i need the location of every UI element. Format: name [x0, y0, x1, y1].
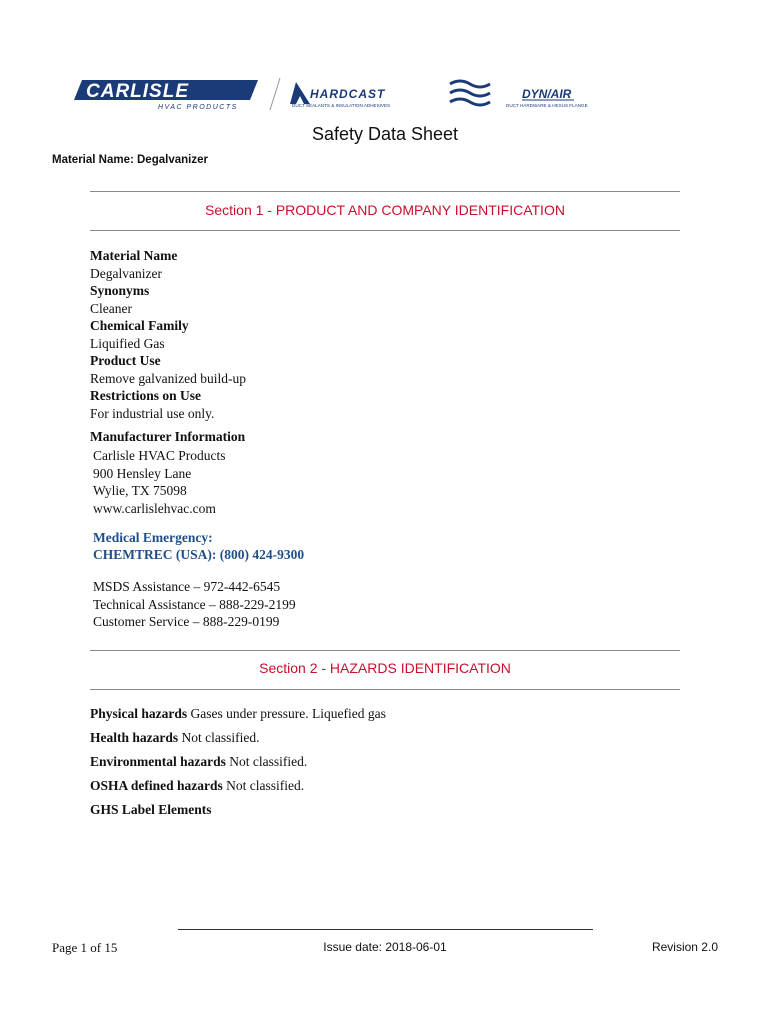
hazard-value: Not classified. [181, 730, 260, 745]
hazard-item [90, 730, 260, 746]
hazard-item [90, 802, 212, 818]
hazard-label: Environmental hazards [90, 754, 226, 769]
product-fields [90, 247, 246, 422]
contact-line: Technical Assistance – 888-229-2199 [93, 596, 296, 612]
field-label: Material Name [90, 248, 178, 263]
field-value: Cleaner [90, 300, 132, 316]
hardcast-logo-text: HARDCAST [310, 87, 386, 101]
hazard-value: Gases under pressure. Liquefied gas [190, 706, 386, 721]
hardcast-logo [290, 82, 390, 108]
dynair-logo-text: DYN/AIR [522, 87, 572, 101]
hazard-value: Not classified. [226, 778, 305, 793]
carlisle-logo-sub: HVAC PRODUCTS [158, 104, 238, 111]
address-line: Wylie, TX 75098 [93, 483, 187, 498]
section2-heading: Section 2 - HAZARDS IDENTIFICATION [259, 660, 511, 676]
carlisle-logo-text: CARLISLE [86, 81, 189, 102]
address-line: Carlisle HVAC Products [93, 448, 226, 463]
material-name-line: Material Name: Degalvanizer [52, 154, 208, 166]
hazard-label: Health hazards [90, 730, 179, 745]
field-label: Synonyms [90, 283, 150, 298]
hazard-label: GHS Label Elements [90, 802, 212, 817]
field-value: For industrial use only. [90, 405, 215, 421]
field-label: Product Use [90, 353, 161, 368]
page-title: Safety Data Sheet [311, 124, 459, 144]
airflow-waves-icon [450, 81, 490, 105]
manufacturer-label: Manufacturer Information [90, 429, 246, 444]
address-line: 900 Hensley Lane [93, 465, 192, 481]
field-label: Chemical Family [90, 318, 189, 333]
section1-top-rule [90, 191, 680, 192]
field-value: Degalvanizer [90, 265, 162, 281]
medical-emergency-label: Medical Emergency: [93, 530, 213, 545]
hazard-label: OSHA defined hazards [90, 778, 223, 793]
issue-date: Issue date: 2018-06-01 [323, 940, 447, 954]
logo-divider [270, 78, 280, 110]
dynair-logo-sub: DUCT HARDWARE & HEXUS FLANGE [506, 103, 588, 108]
hazard-item [90, 706, 386, 722]
page-number: Page 1 of 15 [52, 940, 118, 955]
section1-bottom-rule [90, 230, 680, 231]
contact-numbers [93, 578, 296, 631]
footer-rule [178, 929, 593, 930]
section2-top-rule [90, 650, 680, 651]
contact-line: MSDS Assistance – 972-442-6545 [93, 579, 281, 594]
section2-bottom-rule [90, 689, 680, 690]
field-label: Restrictions on Use [90, 388, 201, 403]
field-value: Remove galvanized build-up [90, 370, 246, 386]
contact-line: Customer Service – 888-229-0199 [93, 614, 280, 629]
hazard-item [90, 754, 307, 770]
website-link[interactable]: www.carlislehvac.com [93, 500, 216, 516]
field-value: Liquified Gas [90, 335, 165, 351]
manufacturer-address [93, 447, 226, 517]
section1-heading: Section 1 - PRODUCT AND COMPANY IDENTIFICATION [205, 202, 565, 218]
hazard-label: Physical hazards [90, 706, 188, 721]
brand-logos [74, 74, 634, 114]
hazard-item [90, 778, 304, 794]
hazard-value: Not classified. [229, 754, 308, 769]
carlisle-logo [74, 80, 258, 111]
revision-number: Revision 2.0 [651, 940, 718, 954]
hardcast-logo-sub: DUCT SEALANTS & INSULATION ADHESIVES [292, 103, 391, 108]
chemtrec-phone: CHEMTREC (USA): (800) 424-9300 [93, 547, 305, 562]
dynair-logo [506, 87, 588, 108]
